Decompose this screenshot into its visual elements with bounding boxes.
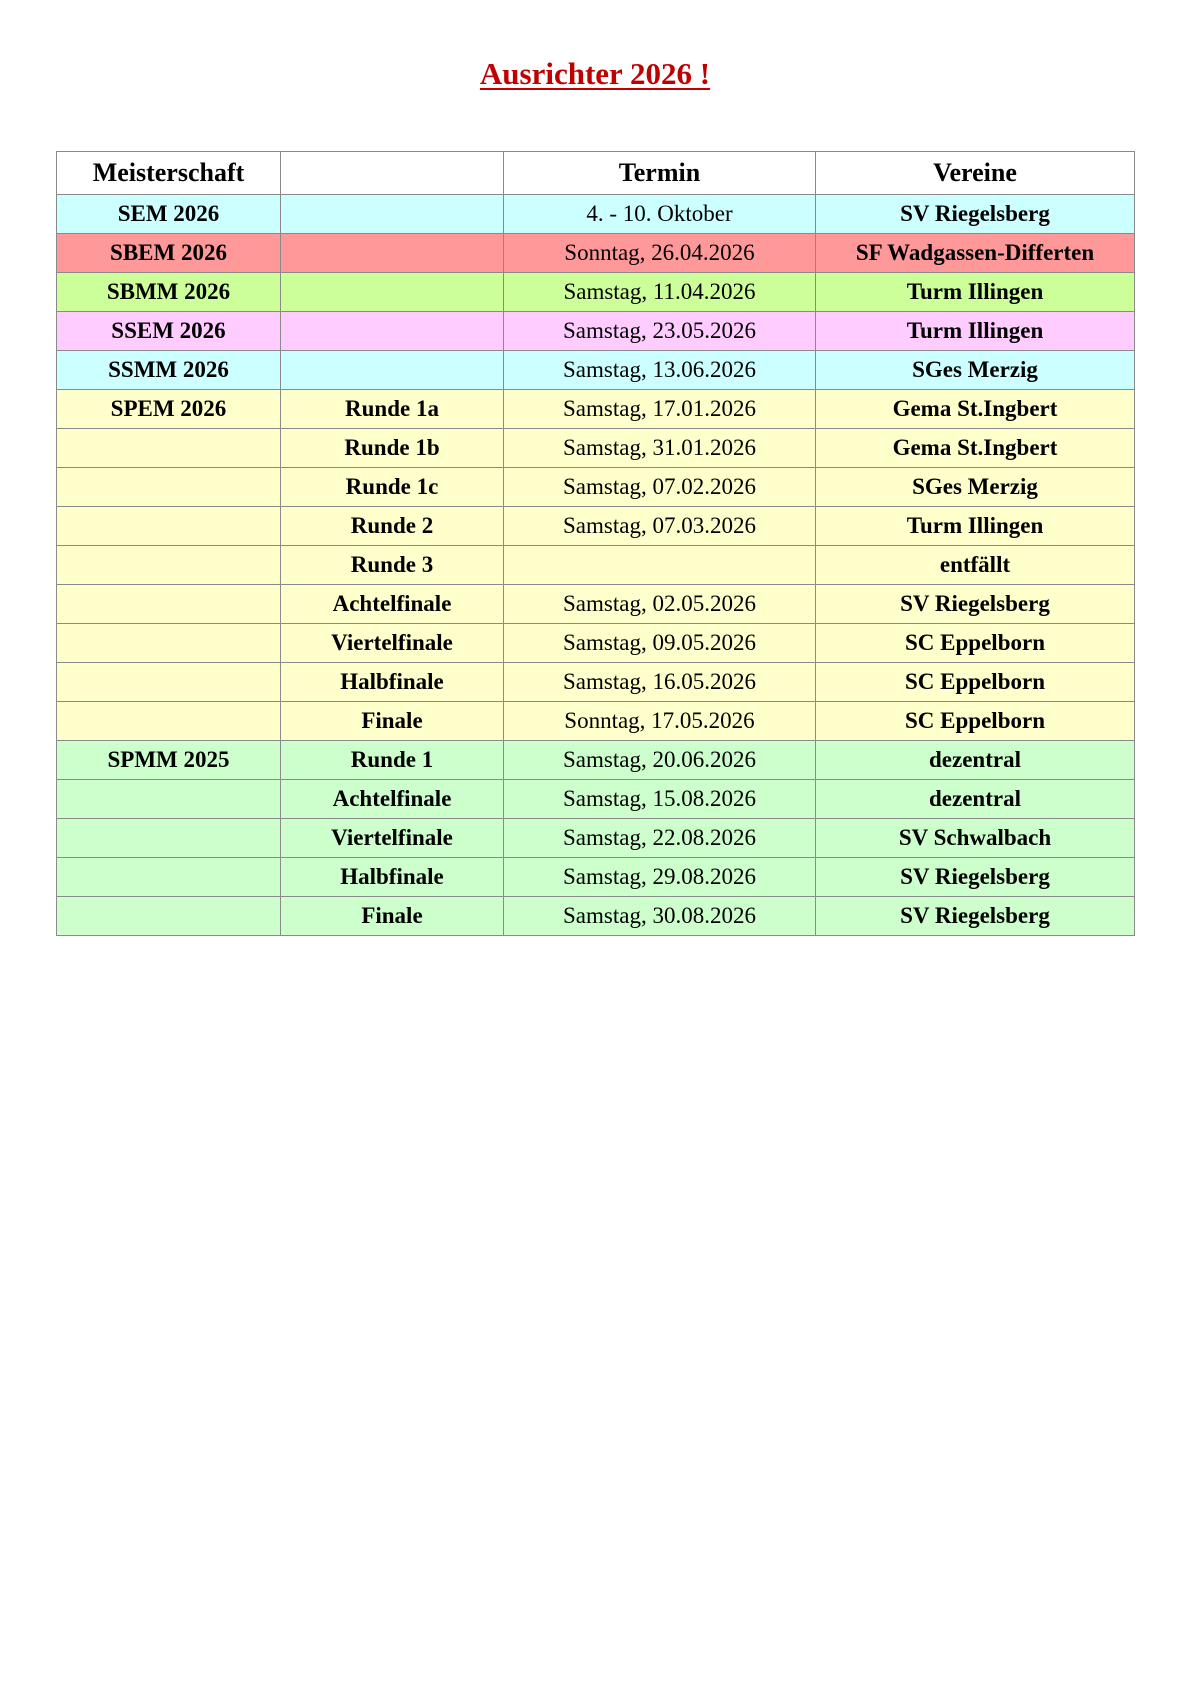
cell-verein: entfällt [816,546,1135,585]
table-row [57,780,1135,819]
cell-verein: SC Eppelborn [816,624,1135,663]
cell-runde: Halbfinale [281,858,504,897]
cell-termin: Sonntag, 26.04.2026 [504,234,816,273]
cell-runde: Runde 2 [281,507,504,546]
cell-termin: Samstag, 07.03.2026 [504,507,816,546]
cell-meisterschaft [57,897,281,936]
header-row [57,152,1135,195]
cell-meisterschaft [57,858,281,897]
table-row [57,507,1135,546]
table-row [57,585,1135,624]
cell-meisterschaft: SPMM 2025 [57,741,281,780]
cell-meisterschaft: SSEM 2026 [57,312,281,351]
cell-verein: SGes Merzig [816,351,1135,390]
cell-meisterschaft: SEM 2026 [57,195,281,234]
cell-runde: Runde 1 [281,741,504,780]
cell-termin: Samstag, 11.04.2026 [504,273,816,312]
cell-runde [281,273,504,312]
cell-termin: Samstag, 02.05.2026 [504,585,816,624]
cell-verein: SV Riegelsberg [816,585,1135,624]
cell-meisterschaft: SBMM 2026 [57,273,281,312]
header-runde [281,152,504,195]
cell-runde: Halbfinale [281,663,504,702]
cell-meisterschaft [57,546,281,585]
table-header [57,152,1135,195]
cell-runde [281,312,504,351]
table-row [57,819,1135,858]
table-row [57,429,1135,468]
cell-runde: Finale [281,702,504,741]
cell-meisterschaft [57,624,281,663]
cell-verein: SC Eppelborn [816,702,1135,741]
cell-meisterschaft [57,780,281,819]
cell-verein: SF Wadgassen-Differten [816,234,1135,273]
cell-meisterschaft [57,429,281,468]
table-body [57,195,1135,936]
cell-runde: Achtelfinale [281,585,504,624]
table-row [57,195,1135,234]
cell-termin: Samstag, 20.06.2026 [504,741,816,780]
table-row [57,663,1135,702]
table-row [57,312,1135,351]
cell-verein: SV Schwalbach [816,819,1135,858]
cell-termin: Samstag, 16.05.2026 [504,663,816,702]
table-row [57,234,1135,273]
cell-termin: Samstag, 15.08.2026 [504,780,816,819]
cell-verein: SGes Merzig [816,468,1135,507]
cell-meisterschaft: SPEM 2026 [57,390,281,429]
cell-runde [281,234,504,273]
cell-meisterschaft [57,819,281,858]
cell-verein: Turm Illingen [816,312,1135,351]
cell-verein: Turm Illingen [816,507,1135,546]
cell-runde: Viertelfinale [281,624,504,663]
table-row [57,273,1135,312]
table-row [57,897,1135,936]
table-row [57,468,1135,507]
cell-termin: Sonntag, 17.05.2026 [504,702,816,741]
cell-termin: Samstag, 29.08.2026 [504,858,816,897]
table-row [57,390,1135,429]
table-row [57,546,1135,585]
table-row [57,858,1135,897]
cell-meisterschaft [57,702,281,741]
cell-verein: SV Riegelsberg [816,858,1135,897]
cell-termin: Samstag, 30.08.2026 [504,897,816,936]
cell-verein: Gema St.Ingbert [816,390,1135,429]
cell-runde [281,351,504,390]
cell-termin: Samstag, 13.06.2026 [504,351,816,390]
cell-runde: Runde 3 [281,546,504,585]
cell-verein: Gema St.Ingbert [816,429,1135,468]
cell-termin [504,546,816,585]
cell-verein: SC Eppelborn [816,663,1135,702]
table-row [57,702,1135,741]
cell-runde: Runde 1c [281,468,504,507]
cell-runde: Achtelfinale [281,780,504,819]
schedule-table [56,151,1135,936]
table-row [57,624,1135,663]
table-row [57,741,1135,780]
cell-meisterschaft [57,468,281,507]
cell-meisterschaft [57,663,281,702]
cell-verein: dezentral [816,780,1135,819]
cell-termin: Samstag, 23.05.2026 [504,312,816,351]
table-row [57,351,1135,390]
cell-meisterschaft: SSMM 2026 [57,351,281,390]
header-meisterschaft: Meisterschaft [57,152,281,195]
cell-verein: SV Riegelsberg [816,195,1135,234]
cell-verein: dezentral [816,741,1135,780]
cell-termin: Samstag, 09.05.2026 [504,624,816,663]
cell-meisterschaft: SBEM 2026 [57,234,281,273]
cell-termin: Samstag, 31.01.2026 [504,429,816,468]
cell-runde: Runde 1b [281,429,504,468]
cell-termin: 4. - 10. Oktober [504,195,816,234]
header-termin: Termin [504,152,816,195]
cell-runde: Runde 1a [281,390,504,429]
cell-meisterschaft [57,507,281,546]
cell-runde: Finale [281,897,504,936]
cell-meisterschaft [57,585,281,624]
header-vereine: Vereine [816,152,1135,195]
cell-verein: Turm Illingen [816,273,1135,312]
cell-runde: Viertelfinale [281,819,504,858]
cell-runde [281,195,504,234]
cell-termin: Samstag, 17.01.2026 [504,390,816,429]
cell-verein: SV Riegelsberg [816,897,1135,936]
cell-termin: Samstag, 22.08.2026 [504,819,816,858]
page-title: Ausrichter 2026 ! [479,56,711,91]
cell-termin: Samstag, 07.02.2026 [504,468,816,507]
